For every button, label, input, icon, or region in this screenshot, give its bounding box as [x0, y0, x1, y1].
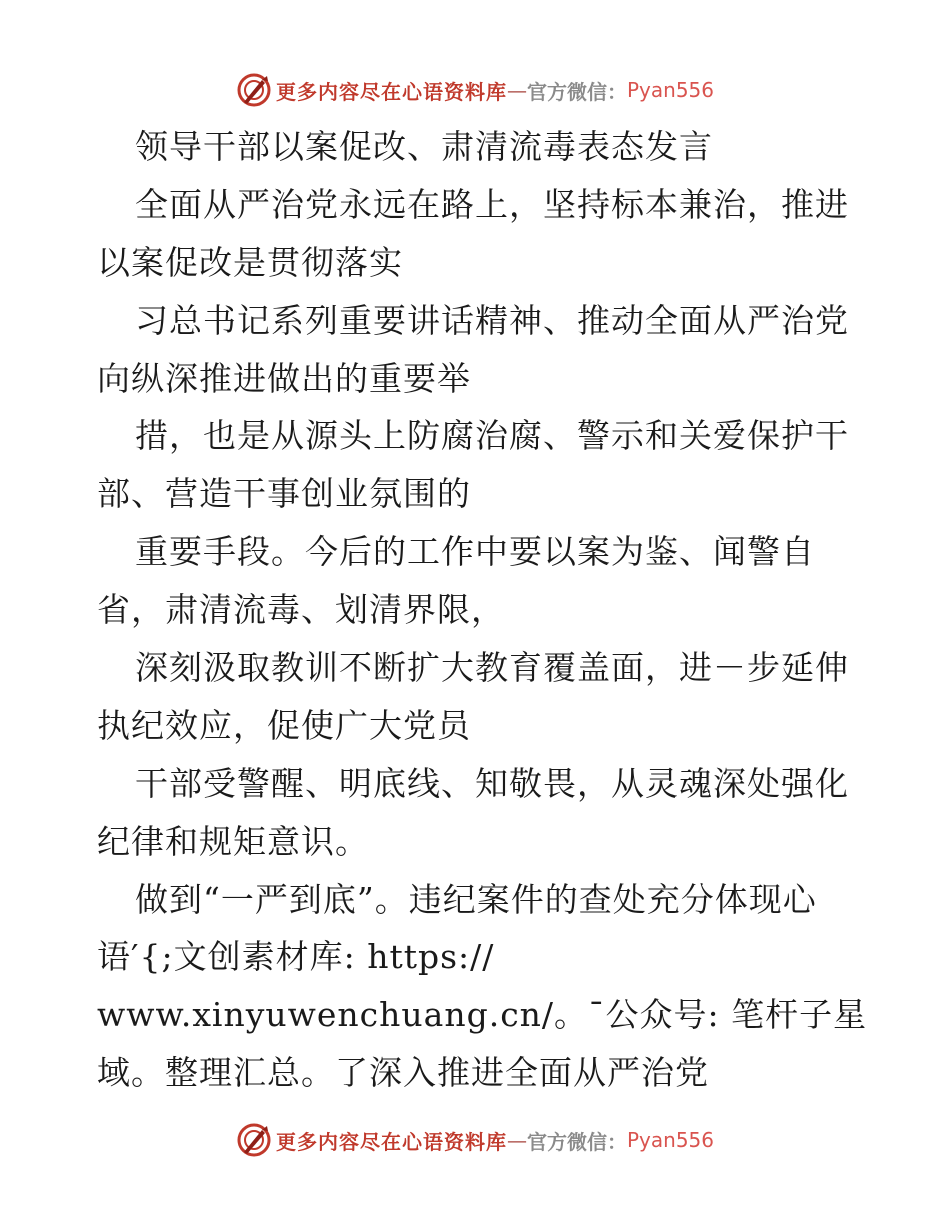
- banner-dash: —: [506, 78, 527, 102]
- paragraph-line: 以案促改是贯彻落实: [97, 242, 403, 282]
- paragraph-line-url: www.xinyuwenchuang.cn/。¯公众号: 笔杆子星: [97, 995, 868, 1035]
- banner-dash: —: [506, 1128, 527, 1152]
- paragraph-line: 深刻汲取教训不断扩大教育覆盖面，进－步延伸: [135, 648, 849, 688]
- paragraph-line: 省，肃清流毒、划清界限，: [97, 590, 505, 630]
- paragraph-line: 部、营造干事创业氛围的: [97, 474, 471, 514]
- footer-watermark-banner: [0, 1120, 950, 1160]
- banner-official-label: 官方微信：: [526, 79, 627, 104]
- document-body: [97, 118, 868, 1102]
- paragraph-line: 全面从严治党永远在路上，坚持标本兼治，推进: [135, 184, 849, 224]
- paragraph-line: 向纵深推进做出的重要举: [97, 358, 471, 398]
- header-watermark-banner: [0, 70, 950, 110]
- banner-slogan: 更多内容尽在心语资料库: [275, 1129, 507, 1154]
- brand-logo-icon: [236, 72, 272, 108]
- brand-logo-icon: [236, 1122, 272, 1158]
- banner-wechat-id: Pyan556: [626, 1128, 714, 1152]
- document-title: 领导干部以案促改、肃清流毒表态发言: [135, 127, 713, 166]
- banner-slogan: 更多内容尽在心语资料库: [275, 79, 507, 104]
- paragraph-line: 习总书记系列重要讲话精神、推动全面从严治党: [135, 300, 849, 340]
- paragraph-line: 执纪效应，促使广大党员: [97, 705, 471, 745]
- paragraph-line: 干部受警醒、明底线、知敬畏，从灵魂深处强化: [135, 763, 849, 803]
- paragraph-line: 做到“一严到底”。违纪案件的查处充分体现心: [135, 879, 817, 919]
- banner-official-label: 官方微信：: [526, 1129, 627, 1154]
- banner-wechat-id: Pyan556: [626, 78, 714, 102]
- paragraph-line: 重要手段。今后的工作中要以案为鉴、闻警自: [135, 532, 815, 572]
- paragraph-line: 纪律和规矩意识。: [97, 821, 369, 861]
- paragraph-line: 措，也是从源头上防腐治腐、警示和关爱保护干: [135, 416, 849, 456]
- paragraph-line: 域。整理汇总。了深入推进全面从严治党: [97, 1053, 709, 1093]
- paragraph-line: 语′{;文创素材库: https://: [97, 937, 495, 977]
